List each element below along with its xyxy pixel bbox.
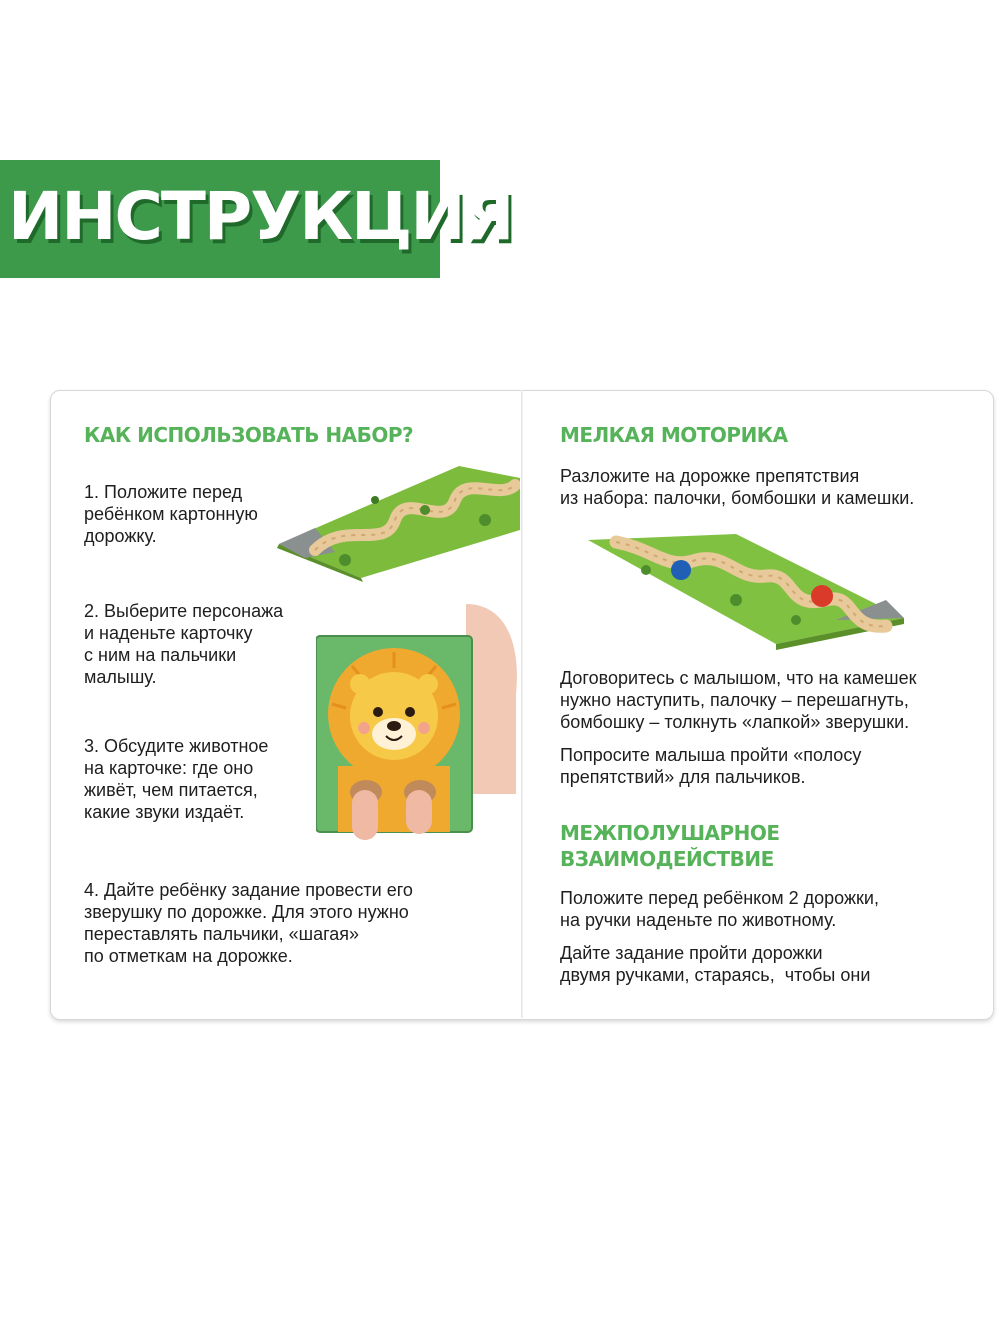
track-illustration-2 — [586, 530, 906, 650]
lion-finger-card — [316, 604, 526, 840]
interhemispheric-para-2: Дайте задание пройти дорожки двумя ручками, стараясь, чтобы они — [560, 943, 871, 985]
right-heading-fine-motor: МЕЛКАЯ МОТОРИКА — [560, 423, 788, 447]
track-illustration-1 — [275, 460, 520, 582]
step-3: 3. Обсудите животное на карточке: где оно живёт, чем питается, какие звуки издаёт. — [84, 736, 269, 822]
fine-motor-para-3: Попросите малыша пройти «полосу препятствий» для пальчиков. — [560, 745, 862, 787]
right-heading-interhemispheric: МЕЖПОЛУШАРНОЕ ВЗАИМОДЕЙСТВИЕ — [560, 821, 780, 871]
step-1: 1. Положите перед ребёнком картонную дорожку. — [84, 482, 258, 546]
fine-motor-para-2: Договоритесь с малышом, что на камешек нужно наступить, палочку – перешагнуть, бомбошку – толкнуть «лапкой» зверушки. — [560, 668, 917, 732]
step-2: 2. Выберите персонажа и наденьте карточку с ним на пальчики малышу. — [84, 601, 284, 687]
fine-motor-para-1: Разложите на дорожке препятствия из набора: палочки, бомбошки и камешки. — [560, 466, 915, 508]
left-heading: КАК ИСПОЛЬЗОВАТЬ НАБОР? — [84, 423, 414, 447]
page-title: ИНСТРУКЦИЯ — [8, 178, 513, 255]
interhemispheric-para-1: Положите перед ребёнком 2 дорожки, на ручки наденьте по животному. — [560, 888, 879, 930]
step-4: 4. Дайте ребёнку задание провести его зверушку по дорожке. Для этого нужно переставлять пальчики, «шагая» по отметкам на дорожке. — [84, 880, 413, 966]
